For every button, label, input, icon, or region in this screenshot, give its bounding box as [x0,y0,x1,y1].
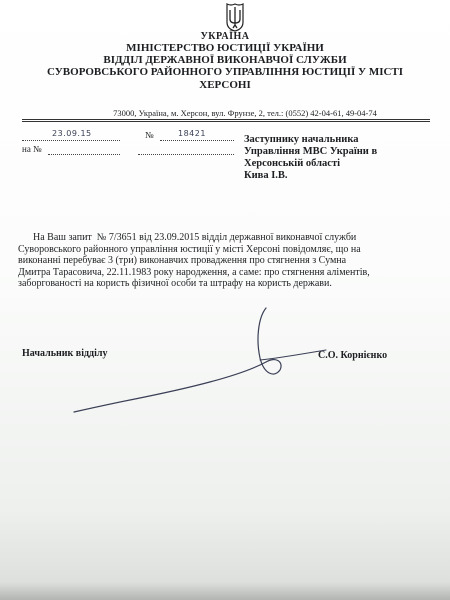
outgoing-number: 18421 [178,129,206,138]
recipient-line: Херсонській області [244,158,341,169]
letter-body [18,232,436,290]
recipient-block [244,134,434,182]
recipient-line: Управління МВС України в [244,146,378,157]
body-line: заборгованості на користь фізичної особи та штрафу на користь держави. [18,278,332,289]
body-line: На Ваш запит № 7/3651 від 23.09.2015 відділ державної виконавчої служби [18,232,357,243]
office-address: 73000, Україна, м. Херсон, вул. Фрунзе, 2, тел.: (0552) 42-04-61, 49-04-74 [113,108,377,118]
header-rule-double [22,121,430,122]
date-field-line [22,140,120,141]
reply-number-line [138,154,234,155]
body-line: Дмитра Тарасовича, 22.11.1983 року народження, а саме: про стягнення аліментів, [18,266,370,278]
recipient-line: Заступнику начальника [244,134,359,145]
reply-to-label: на № [22,144,42,154]
office-name-line2: ХЕРСОНІ [199,79,251,91]
body-line: Суворовського районного управління юстиції у місті Херсоні повідомляє, що на [18,243,361,255]
department-name: ВІДДІЛ ДЕРЖАВНОЇ ВИКОНАВЧОЇ СЛУЖБИ [103,54,347,66]
header-rule [22,119,430,120]
country-name: УКРАЇНА [200,31,250,42]
outgoing-date: 23.09.15 [52,129,92,138]
office-name-line1: СУВОРОВСЬКОГО РАЙОННОГО УПРАВЛІННЯ ЮСТИЦІЇ У МІСТІ [46,66,404,78]
body-line: виконанні перебуває 3 (три) виконавчих провадження про стягнення з Сумна [18,255,347,266]
trident-emblem-icon [224,2,246,32]
number-field-line [160,140,234,141]
number-sign: № [145,130,154,140]
signer-name: С.О. Корнієнко [318,350,388,361]
ministry-name: МІНІСТЕРСТВО ЮСТИЦІЇ УКРАЇНИ [126,42,324,54]
paper-shadow [0,582,450,600]
signer-title: Начальник відділу [22,348,108,359]
reply-date-line [48,154,120,155]
recipient-line: Кива І.В. [244,170,288,181]
handwritten-signature [70,300,330,420]
